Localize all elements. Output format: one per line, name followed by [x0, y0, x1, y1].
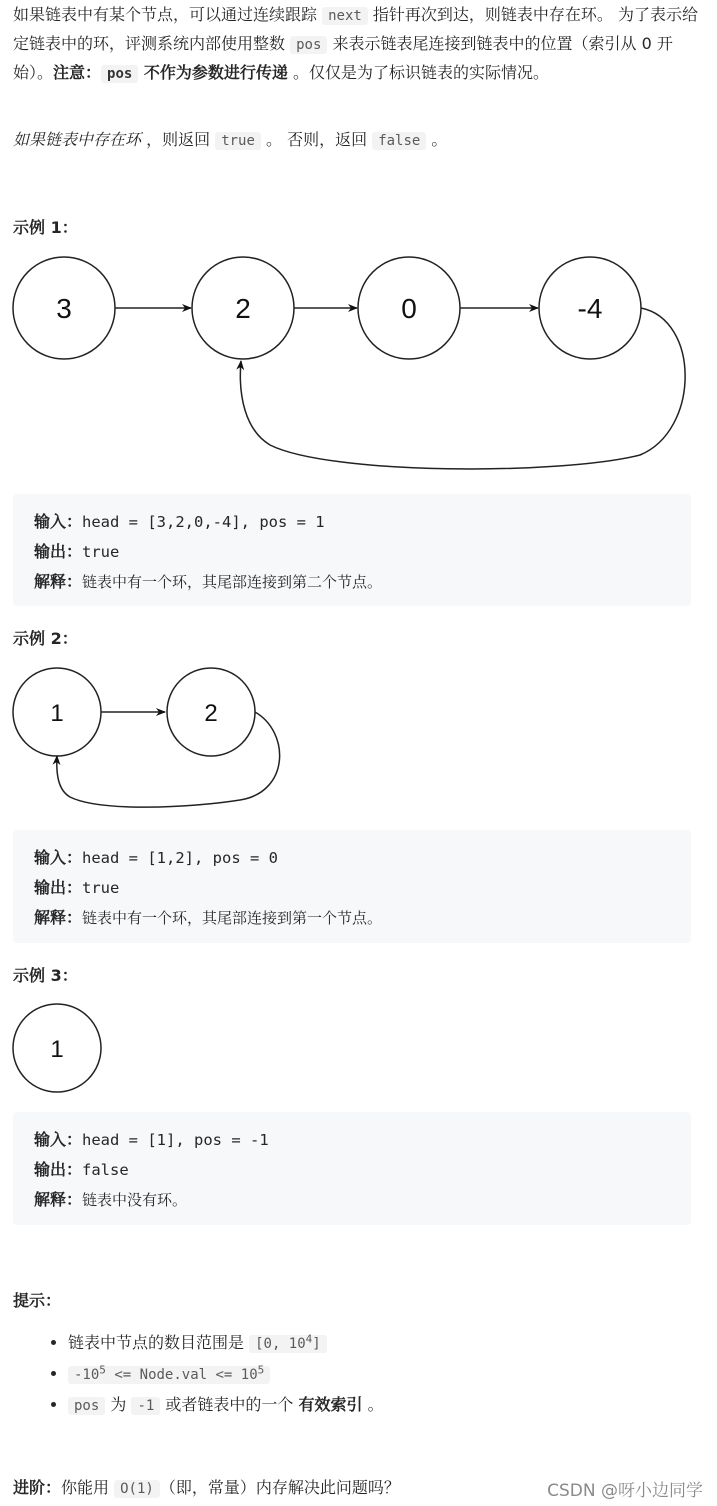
intro-text: 来表示链表尾连接到链表中的位置（索引从 0 开始）。	[13, 34, 673, 82]
example-3-diagram	[0, 1000, 717, 1100]
tip-text: 或者链表中的一个	[160, 1395, 299, 1414]
input-label: 输入：	[34, 1130, 83, 1149]
node-value: 2	[235, 293, 251, 324]
input-value: head = [1,2], pos = 0	[82, 849, 278, 867]
tip-text: 链表中节点的数目范围是	[68, 1333, 250, 1352]
bold-text: 有效索引	[298, 1395, 363, 1414]
output-label: 输出：	[34, 1160, 83, 1179]
tips-list	[13, 1328, 384, 1421]
inline-code-pos: pos	[68, 1397, 105, 1415]
code-text: -10	[74, 1367, 100, 1383]
example-1-heading: 示例 1：	[13, 218, 78, 237]
note-bold-text: 不作为参数进行传递	[138, 63, 288, 82]
example-2-diagram	[0, 662, 717, 822]
intro-text: 。仅仅是为了标识链表的实际情况。	[287, 63, 549, 82]
output-value: false	[82, 1161, 129, 1179]
inline-code-range	[249, 1332, 327, 1353]
inline-code-val-range	[68, 1363, 270, 1384]
explain-label: 解释：	[34, 908, 83, 927]
tips-heading: 提示：	[13, 1291, 62, 1310]
input-value: head = [1], pos = -1	[82, 1131, 269, 1149]
superscript: 5	[99, 1363, 106, 1377]
explain-label: 解释：	[34, 572, 83, 591]
explain-label: 解释：	[34, 1190, 83, 1209]
node-value: 2	[204, 700, 218, 727]
output-label: 输出：	[34, 878, 83, 897]
note-label: 注意：	[53, 63, 102, 82]
tip-text: 为	[105, 1395, 132, 1414]
node-value: 3	[56, 293, 72, 324]
return-text: 。	[426, 130, 448, 149]
inline-code-false: false	[372, 132, 426, 150]
list-item	[68, 1328, 384, 1359]
output-label: 输出：	[34, 542, 83, 561]
followup-text: （即，常量）内存解决此问题吗？	[159, 1478, 400, 1497]
superscript: 4	[305, 1332, 313, 1346]
followup-text: 你能用	[61, 1478, 115, 1497]
intro-paragraph	[13, 1, 703, 88]
code-text: ]	[312, 1336, 321, 1352]
list-item	[68, 1390, 384, 1421]
inline-code-true: true	[215, 132, 261, 150]
return-text: 。 否则，返回	[260, 130, 373, 149]
example-1-diagram	[0, 250, 717, 480]
list-item	[68, 1359, 384, 1390]
node-value: 1	[50, 700, 64, 727]
output-value: true	[82, 543, 120, 561]
example-3-heading: 示例 3：	[13, 966, 78, 985]
input-label: 输入：	[34, 512, 83, 531]
input-label: 输入：	[34, 848, 83, 867]
watermark: CSDN @呀小边同学	[547, 1481, 703, 1501]
tip-text: 。	[362, 1395, 384, 1414]
example-3-box	[13, 1112, 691, 1225]
example-1-box	[13, 494, 691, 606]
node-value: 0	[401, 293, 417, 324]
example-2-box	[13, 830, 691, 943]
node-value: 1	[50, 1036, 64, 1063]
node-value: -4	[577, 293, 603, 324]
followup	[13, 1476, 400, 1501]
input-value: head = [3,2,0,-4], pos = 1	[82, 513, 325, 531]
inline-code-minus-one: -1	[131, 1397, 160, 1415]
return-text: ，则返回	[141, 130, 216, 149]
inline-code-pos: pos	[290, 36, 327, 54]
example-2-heading: 示例 2：	[13, 629, 78, 648]
inline-code-o1: O(1)	[114, 1480, 160, 1498]
code-text: <= Node.val <= 10	[105, 1367, 258, 1383]
inline-code-next: next	[322, 7, 368, 25]
italic-text: 如果链表中存在环	[13, 130, 142, 149]
code-text: [0, 10	[255, 1336, 306, 1352]
explain-value: 链表中有一个环，其尾部连接到第二个节点。	[82, 573, 383, 591]
explain-value: 链表中有一个环，其尾部连接到第一个节点。	[82, 909, 383, 927]
return-paragraph	[13, 126, 703, 155]
intro-text: 如果链表中有某个节点，可以通过连续跟踪	[13, 5, 323, 24]
intro-text: 指针再次到达，则链表中存在环。 为了表示给定链表中的环，评测系统内部使用整数	[13, 5, 698, 53]
followup-label: 进阶：	[13, 1478, 62, 1497]
explain-value: 链表中没有环。	[82, 1191, 188, 1209]
superscript: 5	[257, 1363, 265, 1377]
output-value: true	[82, 879, 120, 897]
inline-code-pos: pos	[101, 65, 138, 83]
